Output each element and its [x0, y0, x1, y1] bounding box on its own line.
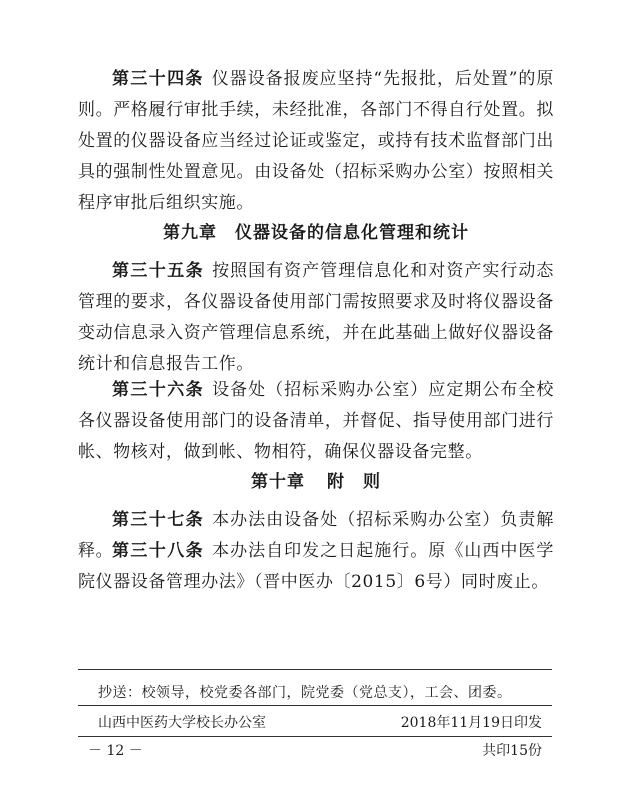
print-copies: 共印15份	[482, 743, 542, 759]
article-34-text: 仪器设备报废应坚持“先报批，后处置”的原则。严格履行审批手续，未经批准，各部门不得自行处置。拟处置的仪器设备应当经过论证或鉴定，或持有技术监督部门出具的强制性处置意见。由设备处（招标采购办公室）按照相关程序审批后组织实施。	[78, 69, 554, 213]
article-34	[78, 64, 554, 219]
article-35-text: 按照国有资产管理信息化和对资产实行动态管理的要求，各仪器设备使用部门需按照要求及时将仪器设备变动信息录入资产管理信息系统，并在此基础上做好仪器设备统计和信息报告工作。	[78, 261, 555, 374]
footer-top-rule	[78, 669, 552, 670]
page-number: － 12 －	[88, 743, 143, 759]
article-36	[78, 375, 554, 468]
footer-bottom-rule	[78, 736, 552, 737]
chapter-9-title: 仪器设备的信息化管理和统计	[235, 223, 469, 243]
article-38-number: 第三十八条	[112, 541, 205, 561]
footer-middle-rule	[78, 705, 552, 706]
issuing-office: 山西中医药大学校长办公室	[98, 715, 266, 731]
chapter-9-heading	[78, 221, 554, 245]
article-38-text: 本办法自印发之日起施行。原《山西中医学院仪器设备管理办法》（晋中医办〔2015〕6号）同时废止。	[78, 541, 555, 592]
article-38	[78, 536, 554, 598]
article-36-text: 设备处（招标采购办公室）应定期公布全校各仪器设备使用部门的设备清单，并督促、指导使用部门进行帐、物核对，做到帐、物相符，确保仪器设备完整。	[78, 380, 555, 462]
chapter-9-number: 第九章	[163, 223, 217, 243]
article-35-number: 第三十五条	[112, 261, 205, 281]
article-35	[78, 256, 554, 380]
chapter-10-heading	[78, 470, 554, 494]
issue-date: 2018年11月19日印发	[400, 715, 542, 731]
article-37-text: 本办法由设备处（招标采购办公室）负责解释。	[78, 510, 555, 561]
article-36-number: 第三十六条	[112, 380, 205, 400]
chapter-10-title: 附 则	[327, 472, 381, 492]
chapter-10-number: 第十章	[251, 472, 305, 492]
cc-distribution: 抄送：校领导，校党委各部门，院党委（党总支），工会、团委。	[98, 685, 512, 701]
article-37-number: 第三十七条	[112, 510, 205, 530]
article-34-number: 第三十四条	[112, 69, 204, 89]
